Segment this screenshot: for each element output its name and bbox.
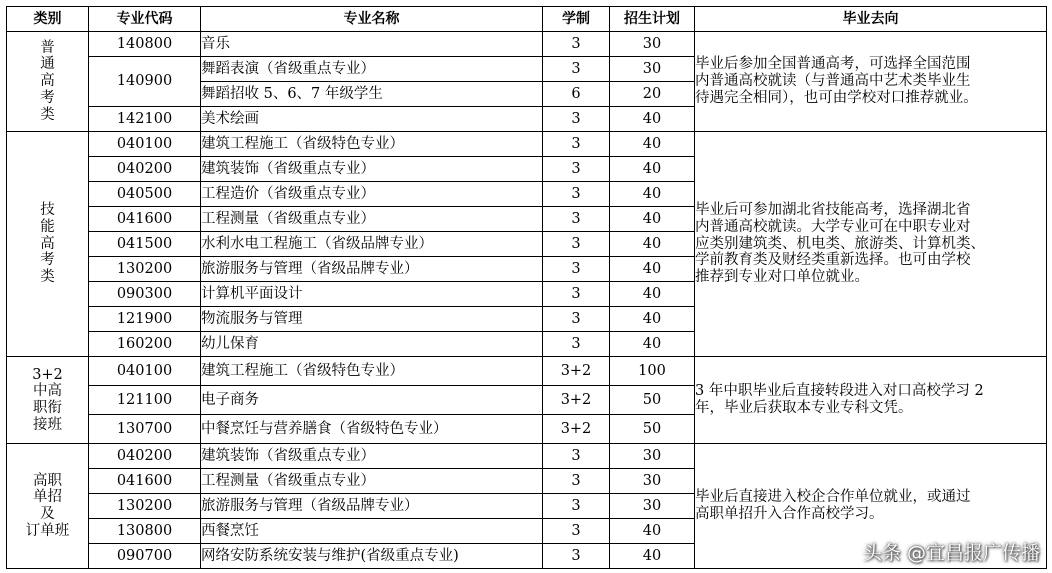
major-name-cell: 建筑装饰（省级重点专业） xyxy=(201,444,543,469)
category-line: 高 xyxy=(40,73,55,90)
years-cell: 3+2 xyxy=(543,357,610,386)
major-code-cell: 040100 xyxy=(89,357,201,386)
table-row xyxy=(7,32,1047,57)
major-code-cell: 130200 xyxy=(89,257,201,282)
major-name-cell: 水利水电工程施工（省级品牌专业） xyxy=(201,232,543,257)
years-cell: 3 xyxy=(543,32,610,57)
major-name-cell: 电子商务 xyxy=(201,386,543,415)
category-line: 普 xyxy=(40,39,55,56)
years-cell: 3 xyxy=(543,257,610,282)
enrollment-plan-cell: 40 xyxy=(610,132,695,157)
destination-line: 毕业后可参加湖北省技能高考，选择湖北省 xyxy=(695,202,971,219)
enrollment-plan-cell: 30 xyxy=(610,494,695,519)
table-body xyxy=(7,32,1047,569)
years-cell: 3+2 xyxy=(543,386,610,415)
category-line: 类 xyxy=(40,106,55,123)
category-line: 订单班 xyxy=(25,522,70,539)
major-code-cell: 121900 xyxy=(89,307,201,332)
major-code-cell: 090300 xyxy=(89,282,201,307)
category-line: 职衔 xyxy=(33,400,62,416)
years-cell: 3 xyxy=(543,132,610,157)
years-cell: 3 xyxy=(543,57,610,82)
destination-cell xyxy=(695,132,1047,357)
major-name-cell: 建筑工程施工（省级特色专业） xyxy=(201,357,543,386)
years-cell: 3 xyxy=(543,307,610,332)
destination-line: 内普通高校就读。大学专业可在中职专业对 xyxy=(695,218,971,235)
header-code: 专业代码 xyxy=(89,7,201,32)
major-code-cell: 040500 xyxy=(89,182,201,207)
category-cell xyxy=(7,132,89,357)
major-name-cell: 建筑装饰（省级重点专业） xyxy=(201,157,543,182)
major-code-cell: 130200 xyxy=(89,494,201,519)
years-cell: 3 xyxy=(543,494,610,519)
major-code-cell: 140800 xyxy=(89,32,201,57)
years-cell: 3 xyxy=(543,282,610,307)
years-cell: 3 xyxy=(543,182,610,207)
years-cell: 3 xyxy=(543,157,610,182)
header-row xyxy=(7,7,1047,32)
table-row xyxy=(7,444,1047,469)
major-name-cell: 计算机平面设计 xyxy=(201,282,543,307)
major-name-cell: 西餐烹饪 xyxy=(201,519,543,544)
enrollment-plan-cell: 20 xyxy=(610,82,695,107)
years-cell: 3 xyxy=(543,444,610,469)
major-name-cell: 旅游服务与管理（省级品牌专业） xyxy=(201,257,543,282)
years-cell: 3+2 xyxy=(543,415,610,444)
major-name-cell: 网络安防系统安装与维护(省级重点专业) xyxy=(201,544,543,569)
enrollment-plan-cell: 40 xyxy=(610,282,695,307)
major-name-cell: 工程测量（省级重点专业） xyxy=(201,207,543,232)
category-line: 类 xyxy=(40,269,55,285)
category-line: 技 xyxy=(40,202,55,219)
major-code-cell: 140900 xyxy=(89,57,201,107)
header-name: 专业名称 xyxy=(201,7,543,32)
major-name-cell: 旅游服务与管理（省级品牌专业） xyxy=(201,494,543,519)
enrollment-plan-cell: 40 xyxy=(610,232,695,257)
destination-cell xyxy=(695,357,1047,444)
destination-line: 内普通高校就读（与普通高中艺术类毕业生 xyxy=(695,73,971,90)
category-line: 能 xyxy=(40,218,55,235)
years-cell: 6 xyxy=(543,82,610,107)
table-row xyxy=(7,132,1047,157)
enrollment-plan-cell: 30 xyxy=(610,57,695,82)
major-name-cell: 音乐 xyxy=(201,32,543,57)
enrollment-plan-cell: 30 xyxy=(610,32,695,57)
destination-line: 高职单招升入合作高校学习。 xyxy=(695,506,884,522)
years-cell: 3 xyxy=(543,519,610,544)
enrollment-plan-cell: 50 xyxy=(610,415,695,444)
years-cell: 3 xyxy=(543,107,610,132)
table-row xyxy=(7,357,1047,386)
category-line: 通 xyxy=(40,56,55,73)
destination-line: 学前教育类及财经类重新选择。也可由学校 xyxy=(695,252,971,269)
major-code-cell: 041600 xyxy=(89,469,201,494)
major-name-cell: 物流服务与管理 xyxy=(201,307,543,332)
category-line: 高 xyxy=(40,235,55,252)
years-cell: 3 xyxy=(543,207,610,232)
enrollment-table xyxy=(6,6,1047,569)
category-line: 考 xyxy=(40,89,55,106)
destination-line: 3 年中职毕业后直接转段进入对口高校学习 2 xyxy=(695,383,984,400)
category-line: 3+2 xyxy=(32,366,63,383)
destination-line: 年，毕业后获取本专业专科文凭。 xyxy=(695,400,913,416)
category-line: 中高 xyxy=(33,383,62,400)
header-destination: 毕业去向 xyxy=(695,7,1047,32)
major-name-cell: 中餐烹饪与营养膳食（省级特色专业） xyxy=(201,415,543,444)
header-years: 学制 xyxy=(543,7,610,32)
watermark: 头条 @宜昌报广传播 xyxy=(862,542,1040,564)
header-category: 类别 xyxy=(7,7,89,32)
major-name-cell: 工程造价（省级重点专业） xyxy=(201,182,543,207)
enrollment-plan-cell: 40 xyxy=(610,544,695,569)
major-name-cell: 工程测量（省级重点专业） xyxy=(201,469,543,494)
enrollment-plan-cell: 30 xyxy=(610,469,695,494)
enrollment-plan-cell: 40 xyxy=(610,332,695,357)
major-code-cell: 040100 xyxy=(89,132,201,157)
destination-line: 推荐到专业对口单位就业。 xyxy=(695,269,869,285)
major-code-cell: 142100 xyxy=(89,107,201,132)
destination-line: 毕业后直接进入校企合作单位就业，或通过 xyxy=(695,489,971,506)
category-line: 接班 xyxy=(33,416,62,433)
major-name-cell: 美术绘画 xyxy=(201,107,543,132)
years-cell: 3 xyxy=(543,544,610,569)
destination-line: 毕业后参加全国普通高考，可选择全国范围 xyxy=(695,56,971,73)
category-line: 考 xyxy=(40,252,55,269)
major-name-cell: 建筑工程施工（省级特色专业） xyxy=(201,132,543,157)
major-code-cell: 160200 xyxy=(89,332,201,357)
major-name-cell: 舞蹈招收 5、6、7 年级学生 xyxy=(201,82,543,107)
enrollment-plan-cell: 30 xyxy=(610,444,695,469)
category-cell xyxy=(7,32,89,132)
destination-line: 待遇完全相同），也可由学校对口推荐就业。 xyxy=(695,89,978,106)
category-line: 高职 xyxy=(33,472,62,489)
enrollment-plan-cell: 40 xyxy=(610,519,695,544)
destination-cell xyxy=(695,32,1047,132)
major-code-cell: 041600 xyxy=(89,207,201,232)
enrollment-plan-cell: 40 xyxy=(610,307,695,332)
header-plan: 招生计划 xyxy=(610,7,695,32)
major-code-cell: 130800 xyxy=(89,519,201,544)
enrollment-plan-cell: 40 xyxy=(610,107,695,132)
category-cell xyxy=(7,357,89,444)
major-code-cell: 130700 xyxy=(89,415,201,444)
category-cell xyxy=(7,444,89,569)
category-line: 单招 xyxy=(33,489,62,506)
major-code-cell: 121100 xyxy=(89,386,201,415)
major-code-cell: 041500 xyxy=(89,232,201,257)
destination-line: 应类别建筑类、机电类、旅游类、计算机类、 xyxy=(695,235,985,252)
major-code-cell: 040200 xyxy=(89,444,201,469)
category-line: 及 xyxy=(40,506,55,522)
enrollment-plan-cell: 40 xyxy=(610,257,695,282)
years-cell: 3 xyxy=(543,469,610,494)
enrollment-plan-cell: 100 xyxy=(610,357,695,386)
years-cell: 3 xyxy=(543,232,610,257)
enrollment-plan-cell: 40 xyxy=(610,207,695,232)
major-code-cell: 040200 xyxy=(89,157,201,182)
major-code-cell: 090700 xyxy=(89,544,201,569)
enrollment-plan-cell: 40 xyxy=(610,157,695,182)
enrollment-plan-cell: 40 xyxy=(610,182,695,207)
major-name-cell: 舞蹈表演（省级重点专业） xyxy=(201,57,543,82)
enrollment-plan-cell: 50 xyxy=(610,386,695,415)
years-cell: 3 xyxy=(543,332,610,357)
major-name-cell: 幼儿保育 xyxy=(201,332,543,357)
